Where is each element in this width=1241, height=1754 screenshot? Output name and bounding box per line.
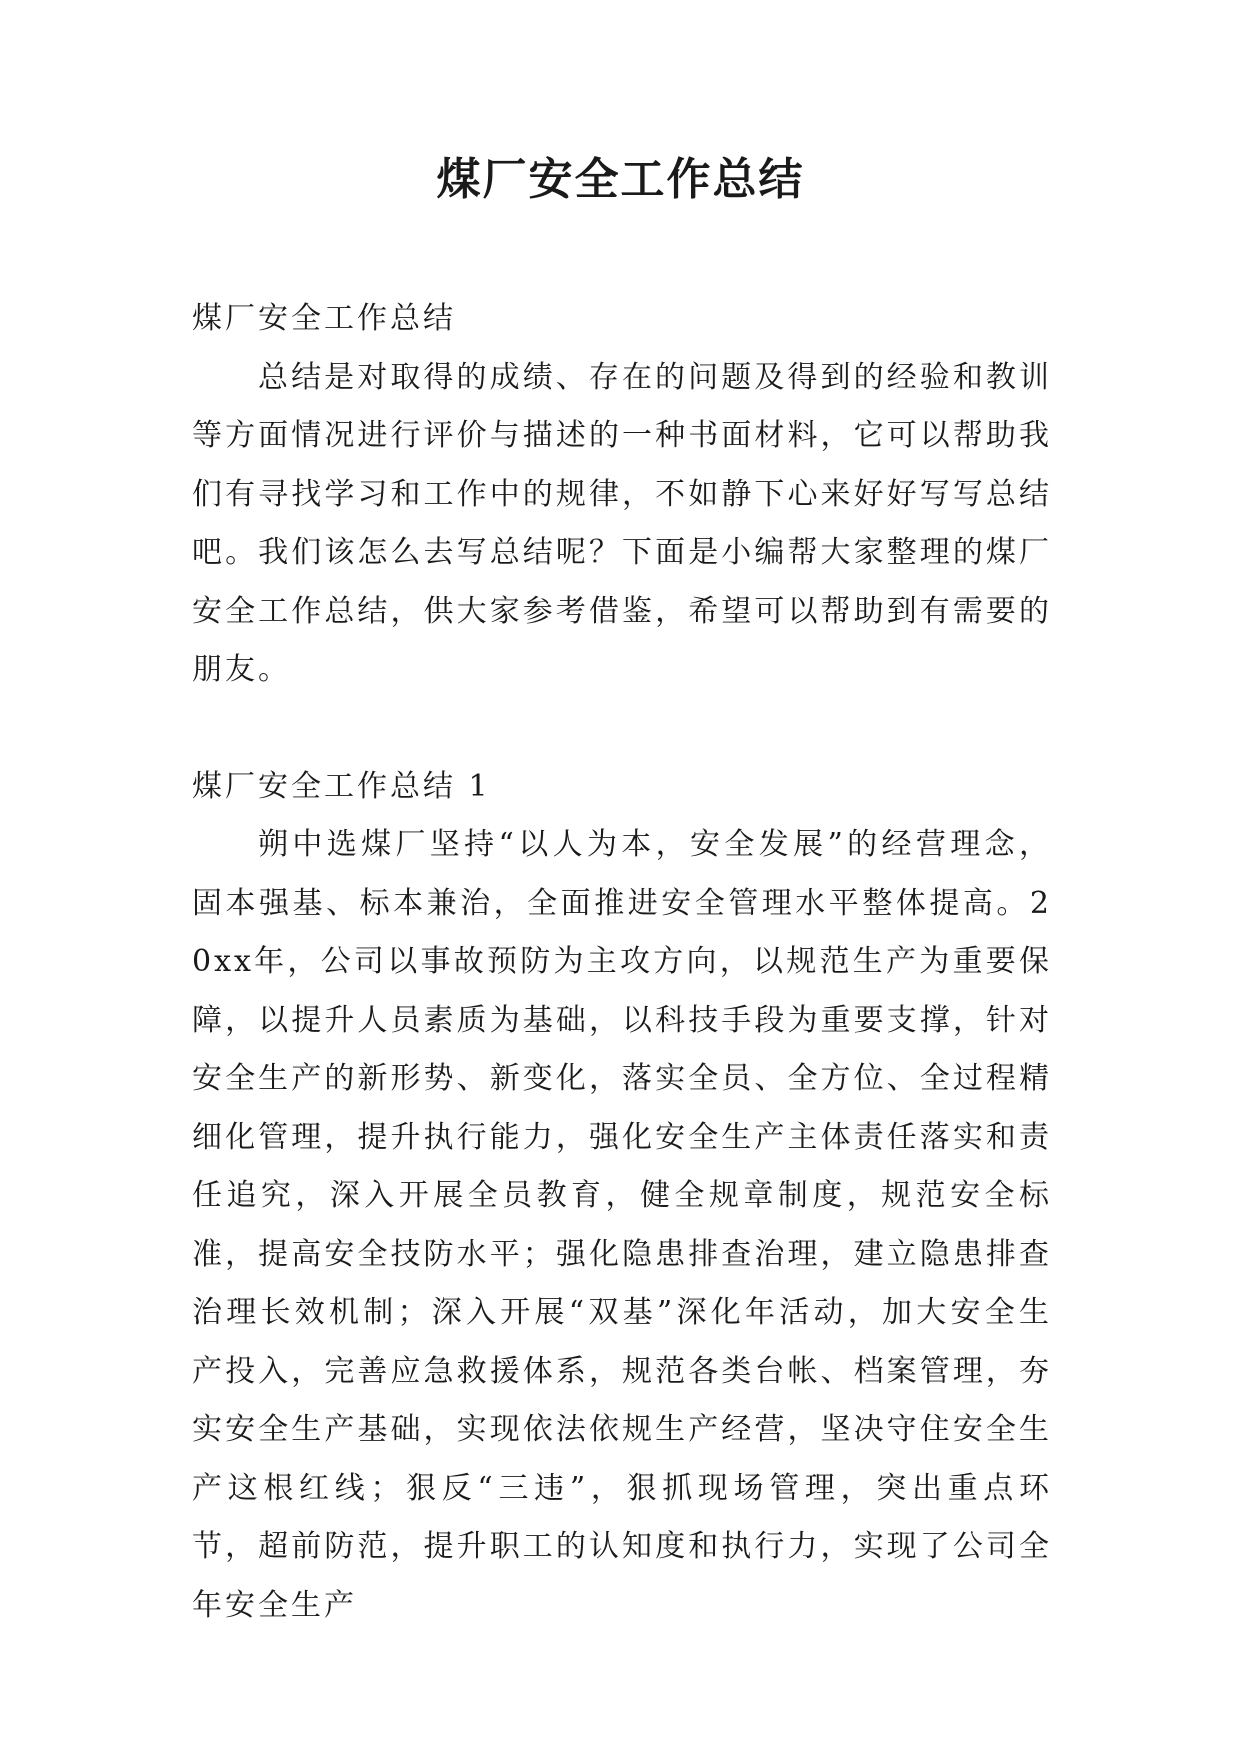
- section-1-heading: 煤厂安全工作总结 1: [192, 768, 491, 804]
- intro-heading: 煤厂安全工作总结: [192, 301, 456, 336]
- document-body: [192, 290, 1052, 1635]
- intro-paragraph: 总结是对取得的成绩、存在的问题及得到的经验和教训等方面情况进行评价与描述的一种书面材料，它可以帮助我们有寻找学习和工作中的规律，不如静下心来好好写写总结吧。我们该怎么去写总结呢？下面是小编帮大家整理的煤厂安全工作总结，供大家参考借鉴，希望可以帮助到有需要的朋友。: [192, 359, 1052, 687]
- paragraph-spacer: [192, 700, 1052, 758]
- section-1-paragraph: 朔中选煤厂坚持“以人为本，安全发展”的经营理念，固本强基、标本兼治，全面推进安全管理水平整体提高。20xx年，公司以事故预防为主攻方向，以规范生产为重要保障，以提升人员素质为基础，以科技手段为重要支撑，针对安全生产的新形势、新变化，落实全员、全方位、全过程精细化管理，提升执行能力，强化安全生产主体责任落实和责任追究，深入开展全员教育，健全规章制度，规范安全标准，提高安全技防水平；强化隐患排查治理，建立隐患排查治理长效机制；深入开展“双基”深化年活动，加大安全生产投入，完善应急救援体系，规范各类台帐、档案管理，夯实安全生产基础，实现依法依规生产经营，坚决守住安全生产这根红线；狠反“三违”，狠抓现场管理，突出重点环节，超前防范，提升职工的认知度和执行力，实现了公司全年安全生产: [192, 827, 1052, 1623]
- document-title: 煤厂安全工作总结: [436, 154, 805, 205]
